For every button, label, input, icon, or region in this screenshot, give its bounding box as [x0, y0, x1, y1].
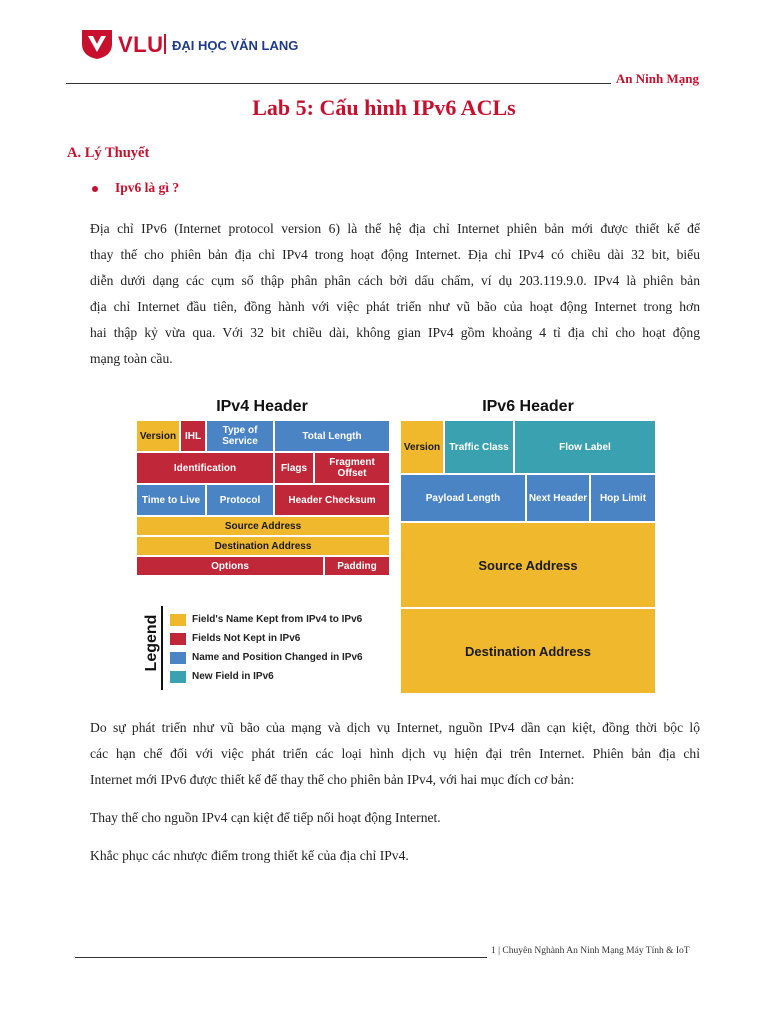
bullet-dot-icon — [92, 186, 98, 192]
paragraph-line: thay thế cho phiên bản địa chỉ IPv4 trong hoạt động Internet. Địa chỉ IPv4 có chiều dài 32 bit, biểu — [90, 247, 700, 262]
ipv4-tos-field: Type of Service — [206, 420, 274, 452]
page-footer: 1 | Chuyên Nghành An Ninh Mạng Máy Tính & IoT — [491, 946, 690, 956]
paragraph-line: Do sự phát triển như vũ bão của mạng và dịch vụ Internet, nguồn IPv4 dần cạn kiệt, đồng thời bộc lộ — [90, 720, 700, 735]
legend-swatch-kept — [170, 614, 186, 626]
ipv6-next-header-field: Next Header — [526, 474, 590, 522]
paragraph-line: mạng toàn cầu. — [90, 351, 173, 366]
legend-label-kept: Field's Name Kept from IPv4 to IPv6 — [192, 614, 363, 625]
ipv4-destination-field: Destination Address — [136, 536, 390, 556]
legend-title: Legend — [143, 614, 160, 672]
footer-rule — [75, 957, 487, 958]
legend-label-changed: Name and Position Changed in IPv6 — [192, 652, 363, 663]
legend-label-not-kept: Fields Not Kept in IPv6 — [192, 633, 301, 644]
ipv4-checksum-field: Header Checksum — [274, 484, 390, 516]
legend-swatch-changed — [170, 652, 186, 664]
ipv6-traffic-class-field: Traffic Class — [444, 420, 514, 474]
ipv6-source-field: Source Address — [400, 522, 656, 608]
legend-swatch-new — [170, 671, 186, 683]
paragraph-line: hai thập kỷ vừa qua. Với 32 bit chiều dài, không gian IPv4 gồm khoảng 4 tỉ địa chỉ cho hoạt động — [90, 325, 700, 340]
logo-school-name: ĐẠI HỌC VĂN LANG — [172, 38, 299, 53]
header-course: An Ninh Mạng — [615, 71, 699, 86]
paragraph-motivation — [90, 715, 700, 793]
ipv6-destination-field: Destination Address — [400, 608, 656, 694]
paragraph-line: Internet mới IPv6 được thiết kế để thay thế cho phiên bản IPv4, với hai mục đích cơ bản: — [90, 772, 575, 787]
page-title: Lab 5: Cấu hình IPv6 ACLs — [252, 95, 516, 120]
legend-label-new: New Field in IPv6 — [192, 671, 274, 682]
ipv6-payload-length-field: Payload Length — [400, 474, 526, 522]
header-rule — [66, 83, 611, 84]
purpose-item: Khắc phục các nhược điểm trong thiết kế của địa chỉ IPv4. — [90, 848, 409, 863]
ipv4-ipv6-header-figure — [134, 392, 656, 694]
ipv4-protocol-field: Protocol — [206, 484, 274, 516]
paragraph-line: các hạn chế đối với việc phát triển các loại hình dịch vụ hiện đại trên Internet. Phiên bản địa chỉ — [90, 746, 700, 761]
ipv4-flags-field: Flags — [274, 452, 314, 484]
paragraph-line: Địa chỉ IPv6 (Internet protocol version 6) là thế hệ địa chỉ Internet phiên bản mới được thiết kế để — [90, 221, 700, 236]
ipv6-flow-label-field: Flow Label — [514, 420, 656, 474]
bullet-heading: Ipv6 là gì ? — [115, 180, 180, 195]
ipv4-options-field: Options — [136, 556, 324, 576]
purpose-item: Thay thế cho nguồn IPv4 cạn kiệt để tiếp nối hoạt động Internet. — [90, 810, 441, 825]
ipv6-hop-limit-field: Hop Limit — [590, 474, 656, 522]
vlu-shield-icon — [80, 26, 114, 60]
ipv4-version-field: Version — [136, 420, 180, 452]
ipv4-padding-field: Padding — [324, 556, 390, 576]
paragraph-line: diễn dưới dạng các cụm số thập phân phân cách bởi dấu chấm, ví dụ 203.119.9.0. IPv4 là phiên bản — [90, 273, 700, 288]
ipv6-version-field: Version — [400, 420, 444, 474]
paragraph-line: địa chỉ Internet đầu tiên, đồng hành với việc phát triển như vũ bão của hoạt động Internet trong hơn — [90, 299, 700, 314]
ipv4-header-title: IPv4 Header — [216, 398, 308, 415]
ipv4-fragment-offset-field: Fragment Offset — [314, 452, 390, 484]
ipv4-ttl-field: Time to Live — [136, 484, 206, 516]
ipv4-ihl-field: IHL — [180, 420, 206, 452]
legend-swatch-not-kept — [170, 633, 186, 645]
logo-divider — [164, 34, 166, 54]
paragraph-intro — [90, 216, 700, 372]
section-heading: A. Lý Thuyết — [67, 145, 150, 161]
ipv6-header-title: IPv6 Header — [482, 398, 574, 415]
logo-brand: VLU — [118, 32, 164, 57]
ipv4-identification-field: Identification — [136, 452, 274, 484]
ipv4-source-field: Source Address — [136, 516, 390, 536]
ipv4-total-length-field: Total Length — [274, 420, 390, 452]
legend-divider — [161, 606, 163, 690]
